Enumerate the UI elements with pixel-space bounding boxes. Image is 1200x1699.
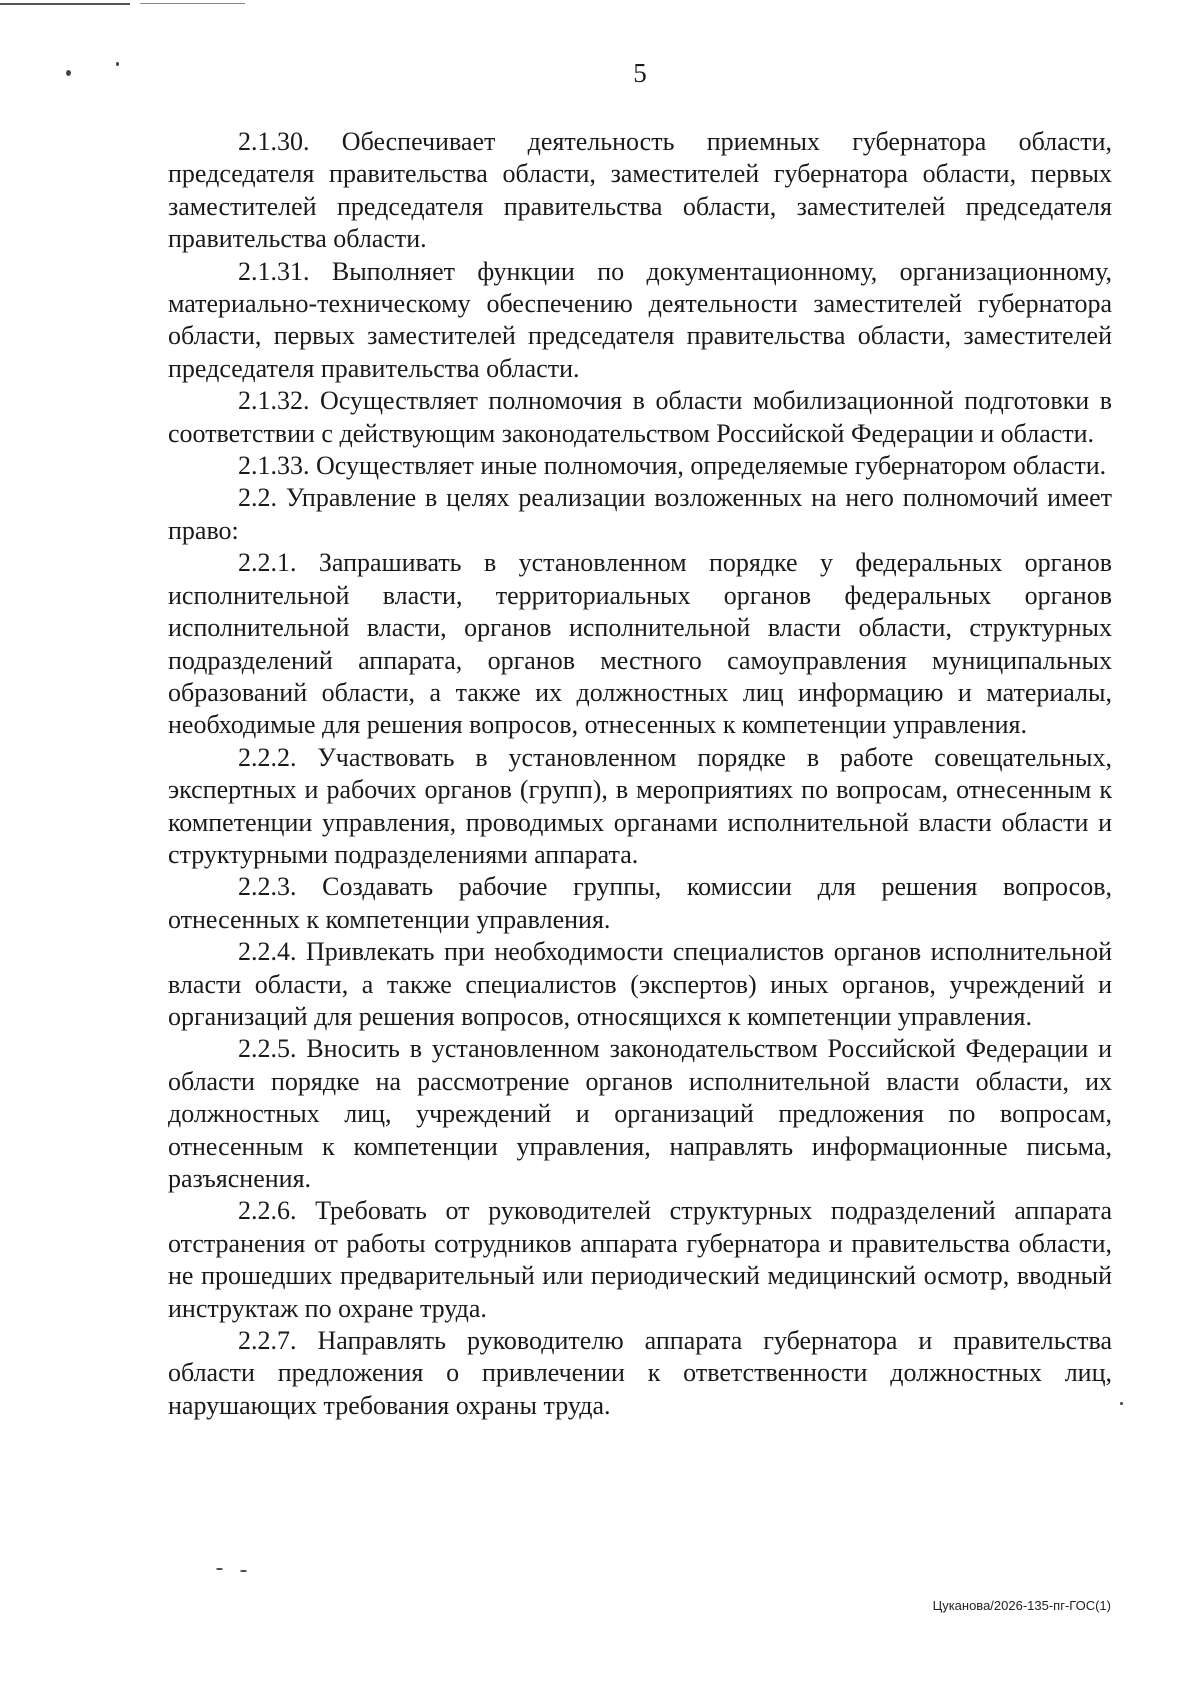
paragraph-2-1-31: 2.1.31. Выполняет функции по документационному, организационному, материально-техническому обеспечению деятельности заместителей губернатора области, первых заместителей председателя правительства области, заместителей председателя правительства области. (168, 256, 1112, 383)
scan-artifact-line (140, 3, 245, 4)
paragraph-2-1-33: 2.1.33. Осуществляет иные полномочия, определяемые губернатором области. (238, 451, 1107, 481)
page-number: 5 (633, 58, 647, 88)
paragraph-2-1-30: 2.1.30. Обеспечивает деятельность приемных губернатора области, председателя правительства области, заместителей губернатора области, первых заместителей председателя правительства области, заместителей председателя правительства области. (168, 127, 1112, 254)
scan-artifact-speck (216, 1568, 223, 1570)
paragraph-2-1-32: 2.1.32. Осуществляет полномочия в области мобилизационной подготовки в соответствии с действующим законодательством Российской Федерации и области. (168, 386, 1112, 448)
paragraph-2-2-3: 2.2.3. Создавать рабочие группы, комиссии для решения вопросов, отнесенных к компетенции управления. (168, 872, 1112, 934)
paragraph-2-2-1: 2.2.1. Запрашивать в установленном порядке у федеральных органов исполнительной власти, территориальных органов федеральных органов исполнительной власти, органов исполнительной власти области, структурных подразделений аппарата, органов местного самоуправления муниципальных образований области, а также их должностных лиц информацию и материалы, необходимые для решения вопросов, отнесенных к компетенции управления. (168, 548, 1112, 740)
scan-artifact-line (0, 3, 130, 5)
paragraph-2-2-7: 2.2.7. Направлять руководителю аппарата губернатора и правительства области предложения о привлечении к ответственности должностных лиц, нарушающих требования охраны труда. (168, 1326, 1112, 1420)
document-body (168, 126, 1112, 1422)
scan-artifact-speck (1120, 1402, 1123, 1405)
paragraph-2-2: 2.2. Управление в целях реализации возложенных на него полномочий имеет право: (168, 483, 1112, 545)
document-registration-code: Цуканова/2026-135-пг-ГОС(1) (932, 1598, 1111, 1613)
paragraph-2-2-2: 2.2.2. Участвовать в установленном порядке в работе совещательных, экспертных и рабочих органов (групп), в мероприятиях по вопросам, отнесенным к компетенции управления, проводимых органами исполнительной власти области и структурными подразделениями аппарата. (168, 742, 1112, 869)
paragraph-2-2-6: 2.2.6. Требовать от руководителей структурных подразделений аппарата отстранения от работы сотрудников аппарата губернатора и правительства области, не прошедших предварительный или периодический медицинский осмотр, вводный инструктаж по охране труда. (168, 1196, 1112, 1323)
scan-artifact-speck (240, 1570, 247, 1572)
paragraph-2-2-4: 2.2.4. Привлекать при необходимости специалистов органов исполнительной власти области, а также специалистов (экспертов) иных органов, учреждений и организаций для решения вопросов, относящихся к компетенции управления. (168, 937, 1112, 1031)
paragraph-2-2-5: 2.2.5. Вносить в установленном законодательством Российской Федерации и области порядке на рассмотрение органов исполнительной власти области, их должностных лиц, учреждений и организаций предложения по вопросам, отнесенным к компетенции управления, направлять информационные письма, разъяснения. (168, 1034, 1112, 1193)
